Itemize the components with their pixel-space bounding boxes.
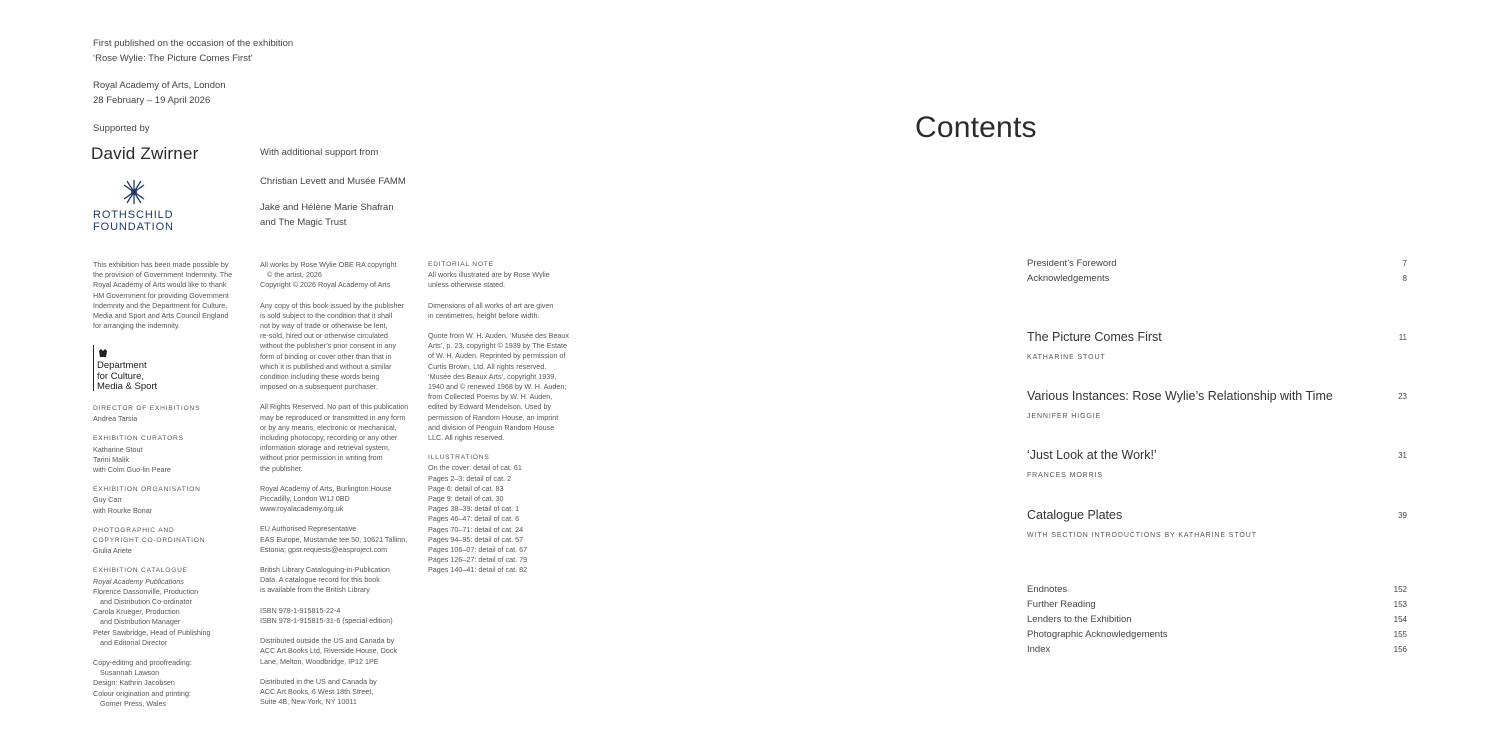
toc-author: KATHARINE STOUT [1027, 354, 1106, 361]
cip-data: British Library Cataloguing-in-Publication Data. A catalogue record for this book is available from the British Library [260, 565, 390, 595]
dcms-wordmark: Department for Culture, Media & Sport [97, 360, 158, 392]
toc-author: WITH SECTION INTRODUCTIONS BY KATHARINE STOUT [1027, 532, 1257, 539]
editorial-note: EDITORIAL NOTE All works illustrated are by Rose Wylie unless otherwise stated. [428, 261, 550, 290]
credits-column [93, 404, 253, 719]
royal-crest-icon [97, 347, 109, 359]
additional-support-label: With additional support from [260, 147, 379, 158]
organisation-block: EXHIBITION ORGANISATION Guy Carr with Rourke Bonar [93, 486, 201, 515]
exhibition-title-line: ‘Rose Wylie: The Picture Comes First’ [93, 52, 253, 64]
venue-dates [93, 79, 226, 108]
david-zwirner-logo: David Zwirner [91, 144, 199, 163]
director-block: DIRECTOR OF EXHIBITIONS Andrea Tarsia [93, 405, 201, 424]
copyright-block: All works by Rose Wylie OBE RA copyright © the artist, 2026 Copyright © 2026 Royal Academy of Arts [260, 260, 397, 290]
contents-page: Contents President’s Foreword 7 Acknowledgements 8 The Picture Comes First 11 KATHARINE STOUT Various Instances: Rose Wylie’s Relationship with Time 23 JENNIFER HIGGIE ‘Just Look at the Work!’ 31 FRANCES MORRIS Catalogue Plates 39 WITH SECTION INTRODUCTIONS BY KATHARINE STOUT Endnotes 152 Further Reading 153 Lenders to the Exhibition 154 Photographic Acknowledgements 155 Index 156 [915, 111, 1407, 655]
illustrations-list: ILLUSTRATIONS On the cover: detail of cat. 61 Pages 2–3: detail of cat. 2 Page 6: detail of cat. 83 Page 9: detail of cat. 30 Pages 38–39: detail of cat. 1 Pages 46–47: detail of cat. 6 Pages 70–71: detail of cat. 24 Pages 94–95: detail of cat. 57 Pages 106–07: detail of cat. 67 Pages 126–27: detail of cat. 79 Pages 140–41: detail of cat. 82 [428, 454, 528, 575]
editorial-column [428, 260, 598, 586]
dates: 28 February – 19 April 2026 [93, 94, 211, 106]
distribution-outside-us: Distributed outside the US and Canada by ACC Art Books Ltd, Riverside House, Dock Lane, Melton, Woodbridge, IP12 1PE [260, 636, 398, 666]
publication-note-line: First published on the occasion of the exhibition [93, 38, 294, 49]
rights-block: All Rights Reserved. No part of this publication may be reproduced or transmitted in any form or by any means, electronic or mechanical, including photocopy, recording or any other information storage and retrieval system, without prior permission in writing from the publisher. [260, 402, 409, 473]
photographic-block: PHOTOGRAPHIC AND COPYRIGHT CO-ORDINATION Giulia Ariete [93, 526, 206, 556]
dimensions-note: Dimensions of all works of art are given in centimetres, height before width. [428, 300, 554, 320]
rothschild-foundation-wordmark: ROTHSCHILD FOUNDATION [93, 209, 174, 233]
conditions-block: Any copy of this book issued by the publisher is sold subject to the condition that it shall not by way of trade or otherwise be lent, re-sold, hired out or otherwise circulated without the publisher’s prior consent in any form of binding or cover other than that in which it is published and without a similar condition including these words being imposed on a subsequent purchaser. [260, 300, 404, 392]
catalogue-block: EXHIBITION CATALOGUE Royal Academy Publications Florence Dassonville, Production and Distribution Co-ordinator Carola Krueger, Production and Distribution Manager Peter Sawbridge, Head of Publishing and Editorial Director [93, 567, 211, 647]
dcms-logo [93, 345, 173, 393]
supported-by-label: Supported by [93, 123, 150, 134]
copyright-column [260, 260, 425, 717]
rothschild-star-icon [121, 178, 147, 206]
supporter: Christian Levett and Musée FAMM [260, 176, 406, 187]
production-credits: Copy-editing and proofreading: Susannah Lawson Design: Kathrin Jacobsen Colour origination and printing: Gomer Press, Wales [93, 658, 192, 708]
indemnity-note: This exhibition has been made possible by the provision of Government Indemnity. The Royal Academy of Arts would like to thank HM Government for providing Government Indemnity and the Department for Culture, Media and Sport and Arts Council England for arranging the indemnity. [93, 260, 233, 331]
rothschild-foundation-logo [93, 178, 183, 233]
venue: Royal Academy of Arts, London [93, 80, 226, 91]
distribution-us: Distributed in the US and Canada by ACC Art Books, 6 West 18th Street, Suite 4B, New York, NY 10011 [260, 676, 377, 707]
curators-block: EXHIBITION CURATORS Katharine Stout Tarini Malik with Colm Guo-lin Peare [93, 435, 184, 475]
publication-note [93, 37, 293, 66]
eu-representative: EU Authorised Representative EAS Europe, Mustamäe tee 50, 10621 Tallinn, Estonia; gpsr.requests@easproject.com [260, 524, 408, 554]
toc-author: FRANCES MORRIS [1027, 472, 1103, 479]
contents-title: Contents [915, 111, 1037, 144]
isbn-block: ISBN 978-1-915815-22-4 ISBN 978-1-915815-31-6 (special edition) [260, 605, 393, 625]
toc-author: JENNIFER HIGGIE [1027, 413, 1102, 420]
supporter: Jake and Hélène Marie Shafran and The Magic Trust [260, 202, 394, 228]
publisher-address: Royal Academy of Arts, Burlington House Piccadilly, London W1J 0BD www.royalacademy.org.uk [260, 483, 392, 514]
auden-quote-credit: Quote from W. H. Auden, ‘Musée des Beaux Arts’, p. 23, copyright © 1939 by The Estate of W. H. Auden. Reprinted by permission of Curtis Brown, Ltd. All rights reserved. ‘Musée des Beaux Arts’, copyright 1939, 1940 and © renewed 1968 by W. H. Auden; from Collected Poems by W. H. Auden, edited by Edward Mendelson. Used by permission of Random House, an imprint and division of Penguin Random House LLC. All rights reserved. [428, 331, 570, 443]
